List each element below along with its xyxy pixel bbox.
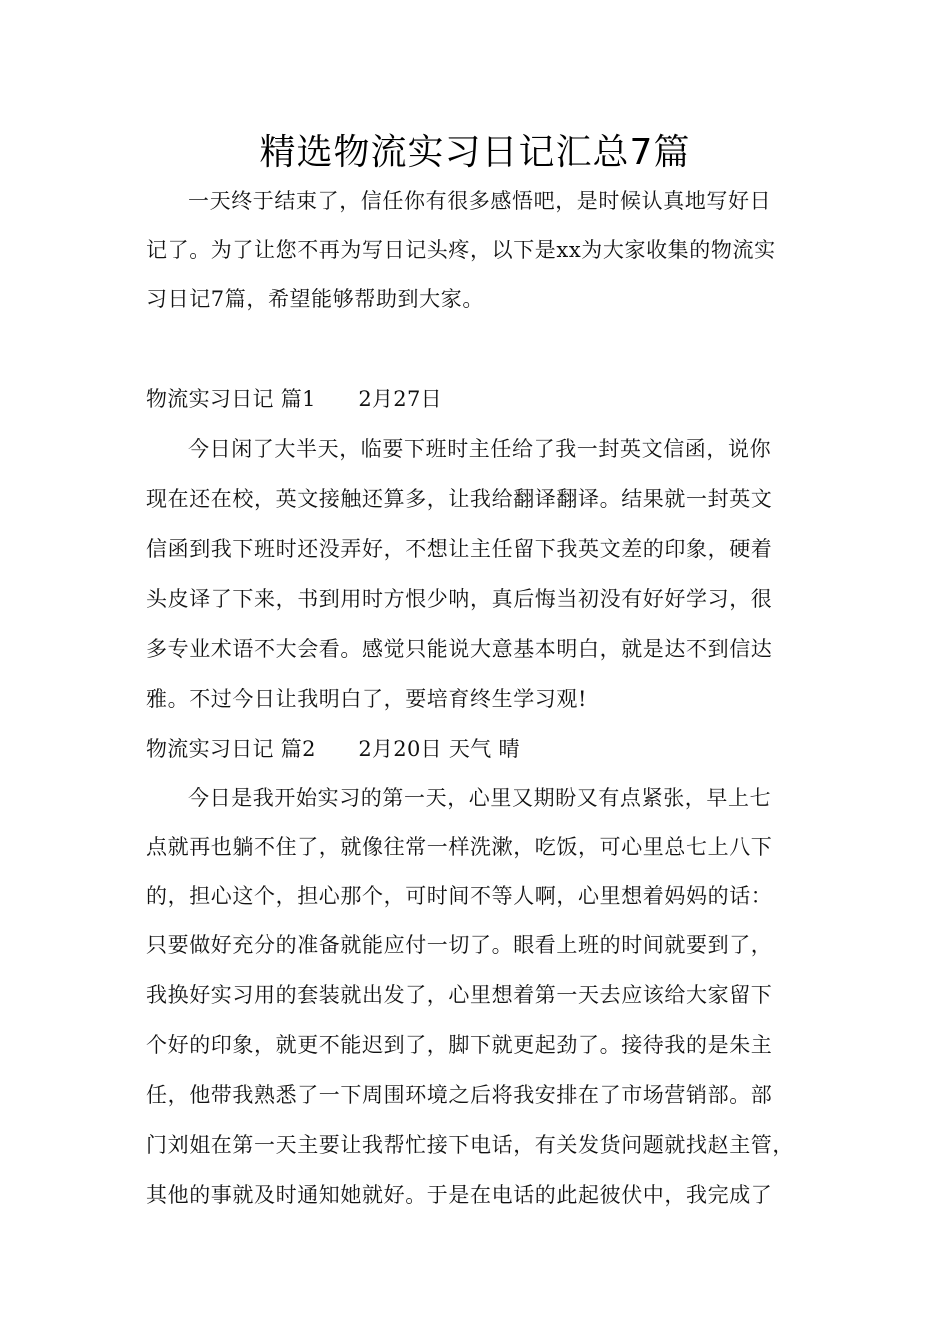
entry-paragraph-line: 现在还在校，英文接触还算多，让我给翻译翻译。结果就一封英文: [146, 487, 773, 511]
intro-paragraph-line: 记了。为了让您不再为写日记头疼，以下是xx为大家收集的物流实: [146, 238, 776, 262]
entry-paragraph-line: 多专业术语不大会看。感觉只能说大意基本明白，就是达不到信达: [146, 637, 773, 661]
entry-paragraph-line: 个好的印象，就更不能迟到了，脚下就更起劲了。接待我的是朱主: [146, 1033, 773, 1057]
entry-paragraph-line: 只要做好充分的准备就能应付一切了。眼看上班的时间就要到了，: [146, 933, 773, 957]
entry-paragraph-line: 我换好实习用的套装就出发了，心里想着第一天去应该给大家留下: [146, 983, 773, 1007]
entry-paragraph-line: 任，他带我熟悉了一下周围环境之后将我安排在了市场营销部。部: [146, 1083, 773, 1107]
entry-paragraph-line: 信函到我下班时还没弄好，不想让主任留下我英文差的印象，硬着: [146, 537, 773, 561]
entry-paragraph-line: 的，担心这个，担心那个，可时间不等人啊，心里想着妈妈的话：: [146, 884, 773, 908]
intro-paragraph-line: 一天终于结束了，信任你有很多感悟吧，是时候认真地写好日: [188, 189, 772, 213]
entry-heading: 物流实习日记 篇1 2月27日: [146, 387, 442, 411]
entry-paragraph-line: 今日闲了大半天，临要下班时主任给了我一封英文信函，说你: [188, 437, 772, 461]
entry-paragraph-line: 头皮译了下来，书到用时方恨少呐，真后悔当初没有好好学习，很: [146, 587, 773, 611]
entry-heading: 物流实习日记 篇2 2月20日 天气 晴: [146, 737, 520, 761]
entry-paragraph-line: 点就再也躺不住了，就像往常一样洗漱，吃饭，可心里总七上八下: [146, 835, 773, 859]
document-title: 精选物流实习日记汇总7篇: [259, 132, 691, 173]
entry-paragraph-line: 其他的事就及时通知她就好。于是在电话的此起彼伏中，我完成了: [146, 1183, 773, 1207]
entry-paragraph-line: 今日是我开始实习的第一天，心里又期盼又有点紧张，早上七: [188, 786, 772, 810]
intro-paragraph-line: 习日记7篇，希望能够帮助到大家。: [146, 287, 484, 311]
entry-paragraph-line: 门刘姐在第一天主要让我帮忙接下电话，有关发货问题就找赵主管，: [146, 1133, 794, 1157]
entry-paragraph-line: 雅。不过今日让我明白了，要培育终生学习观!: [146, 687, 588, 711]
